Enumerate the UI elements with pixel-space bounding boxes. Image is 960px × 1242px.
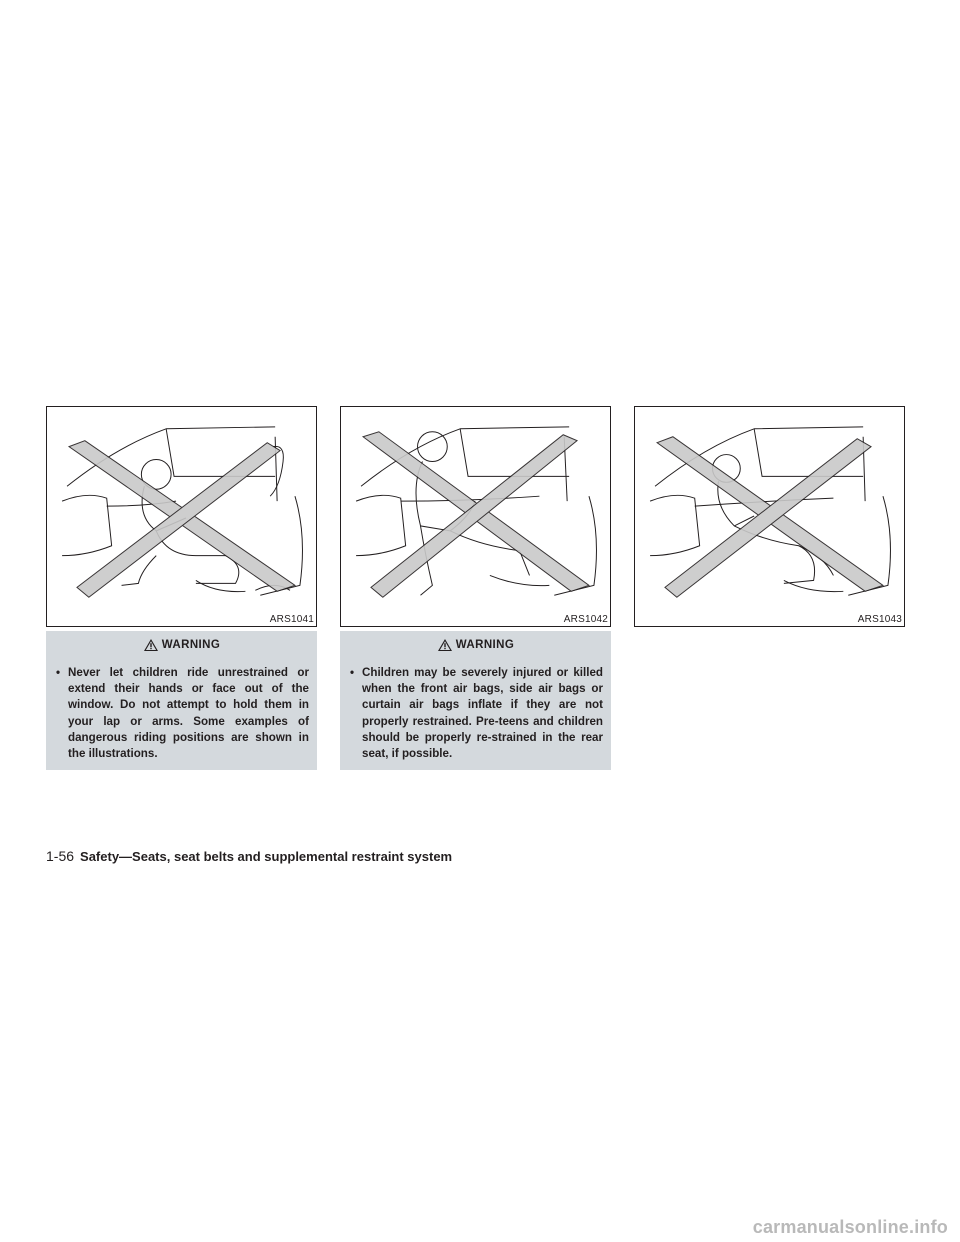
bullet-icon: • <box>350 666 355 679</box>
illustration-drawing <box>341 407 610 626</box>
illustration-child-standing-on-seat <box>340 406 611 627</box>
warning-heading-text: WARNING <box>455 639 515 651</box>
warning-text: Children may be severely injured or killed when the front air bags, side air bags or curtain air bags inflate if they are not properly restrained. Pre-teens and children should be properly re-strained in the rear seat, if possible. <box>362 666 603 761</box>
illustration-child-leaning-out-window <box>46 406 317 627</box>
warning-heading-text: WARNING <box>161 639 221 651</box>
warning-triangle-icon <box>437 638 453 652</box>
warning-triangle-icon <box>143 638 159 652</box>
illustration-drawing <box>47 407 316 626</box>
warning-text: Never let children ride unrestrained or extend their hands or face out of the window. Do not attempt to hold them in your lap or arms. Some examples of dangerous riding positions are shown in the illustrations. <box>68 666 309 761</box>
page-footer <box>46 848 452 868</box>
illustration-child-kneeling-facing-rear <box>634 406 905 627</box>
warning-list-item <box>54 665 309 762</box>
warning-box <box>46 631 317 770</box>
section-title: Safety—Seats, seat belts and supplemental restraint system <box>80 849 453 864</box>
warning-heading <box>348 631 603 659</box>
watermark[interactable]: carmanualsonline.info <box>752 1217 948 1237</box>
warning-list-item <box>348 665 603 762</box>
illustration-drawing <box>635 407 904 626</box>
figure-code: ARS1041 <box>269 614 314 625</box>
page-number: 1-56 <box>46 848 75 864</box>
figure-code: ARS1042 <box>563 614 608 625</box>
warning-heading <box>54 631 309 659</box>
warning-box <box>340 631 611 770</box>
figure-code: ARS1043 <box>857 614 902 625</box>
bullet-icon: • <box>56 666 61 679</box>
